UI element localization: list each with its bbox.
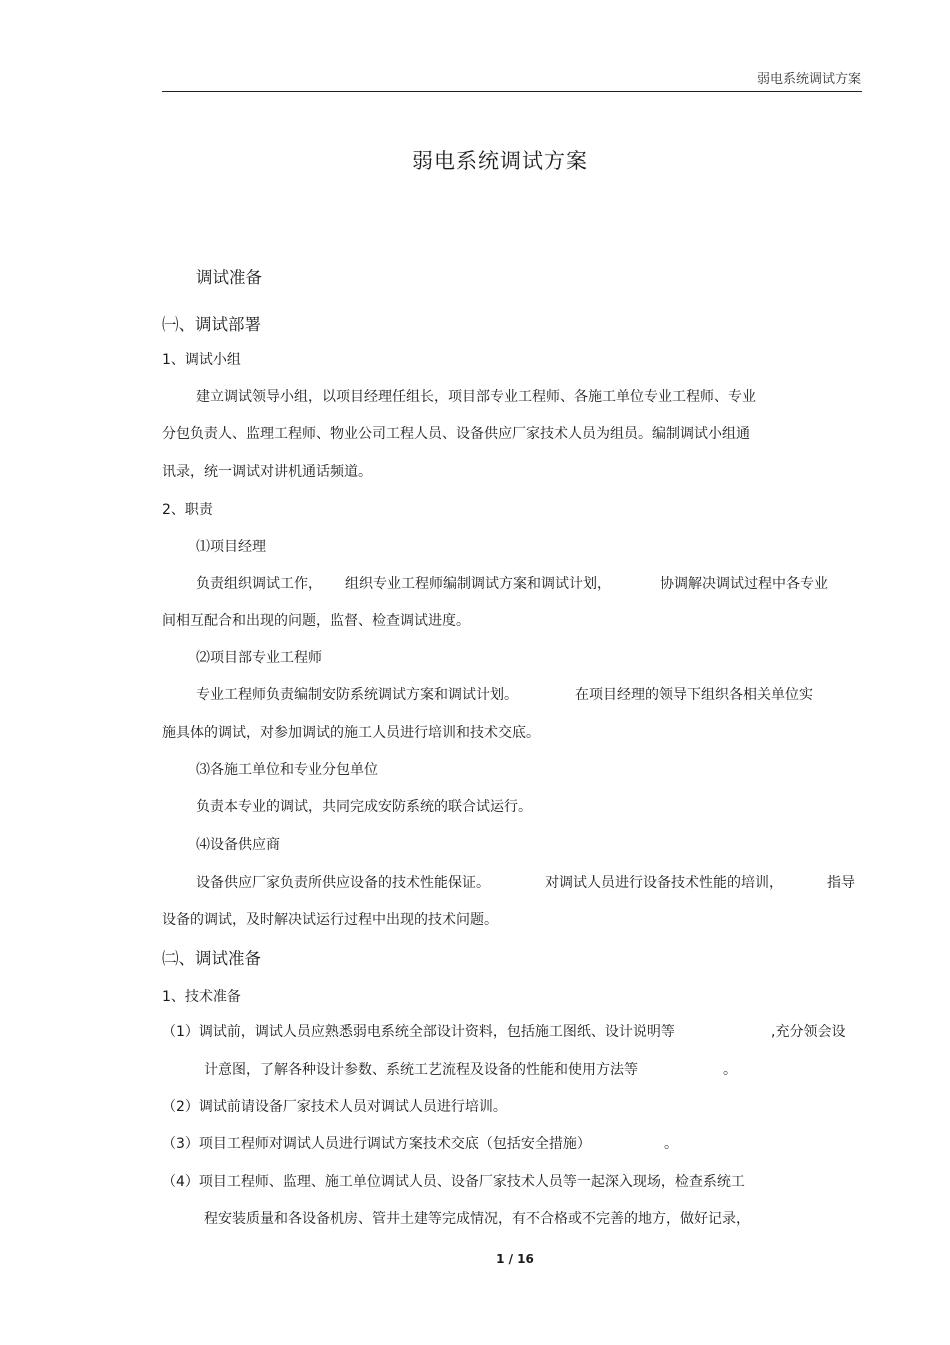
paragraph-line: 施具体的调试，对参加调试的施工人员进行培训和技术交底。: [162, 725, 540, 741]
list-item: 计意图，了解各种设计参数、系统工艺流程及设备的性能和使用方法等: [204, 1062, 638, 1078]
item1-heading: 1、技术准备: [162, 989, 241, 1005]
paragraph-line: 设备供应厂家负责所供应设备的技术性能保证。: [196, 875, 490, 891]
list-item: 。: [723, 1062, 737, 1078]
list-item: 。: [664, 1136, 678, 1152]
paragraph-line: 协调解决调试过程中各专业: [660, 576, 828, 592]
paragraph-line: 专业工程师负责编制安防系统调试方案和调试计划。: [196, 687, 518, 703]
list-item: （2）调试前请设备厂家技术人员对调试人员进行培训。: [162, 1099, 507, 1115]
role-heading: ⑷设备供应商: [196, 837, 280, 853]
list-item: 程安装质量和各设备机房、管井土建等完成情况，有不合格或不完善的地方，做好记录，: [204, 1211, 750, 1227]
role-heading: ⑶各施工单位和专业分包单位: [196, 762, 378, 778]
item1-heading: 1、调试小组: [162, 352, 241, 368]
item2-heading: 2、职责: [162, 502, 213, 518]
paragraph-line: 负责组织调试工作，: [196, 576, 322, 592]
paragraph-line: 讯录，统一调试对讲机通话频道。: [162, 464, 372, 480]
page-number: 1 / 16: [496, 1252, 534, 1266]
list-item: ,充分领会设: [771, 1024, 846, 1040]
list-item: （1）调试前，调试人员应熟悉弱电系统全部设计资料，包括施工图纸、设计说明等: [162, 1024, 675, 1040]
paragraph-line: 设备的调试，及时解决试运行过程中出现的技术问题。: [162, 912, 498, 928]
paragraph-line: 在项目经理的领导下组织各相关单位实: [575, 687, 813, 703]
document-title: 弱电系统调试方案: [412, 149, 588, 173]
paragraph-line: 间相互配合和出现的问题，监督、检查调试进度。: [162, 613, 470, 629]
part1-heading: ㈠、调试部署: [162, 315, 261, 334]
paragraph-line: 组织专业工程师编制调试方案和调试计划，: [345, 576, 611, 592]
role-heading: ⑵项目部专业工程师: [196, 650, 322, 666]
list-item: （4）项目工程师、监理、施工单位调试人员、设备厂家技术人员等一起深入现场，检查系统工: [162, 1174, 745, 1190]
role-heading: ⑴项目经理: [196, 539, 266, 555]
paragraph-line: 负责本专业的调试，共同完成安防系统的联合试运行。: [196, 799, 532, 815]
running-header: 弱电系统调试方案: [756, 72, 861, 87]
paragraph-line: 指导: [827, 875, 855, 891]
section-heading: 调试准备: [196, 268, 262, 287]
list-item: （3）项目工程师对调试人员进行调试方案技术交底（包括安全措施）: [162, 1136, 591, 1152]
part2-heading: ㈡、调试准备: [162, 949, 261, 968]
paragraph-line: 对调试人员进行设备技术性能的培训，: [545, 875, 783, 891]
paragraph-line: 建立调试领导小组，以项目经理任组长，项目部专业工程师、各施工单位专业工程师、专业: [196, 389, 756, 405]
header-rule: [162, 91, 862, 92]
paragraph-line: 分包负责人、监理工程师、物业公司工程人员、设备供应厂家技术人员为组员。编制调试小组通: [162, 426, 750, 442]
